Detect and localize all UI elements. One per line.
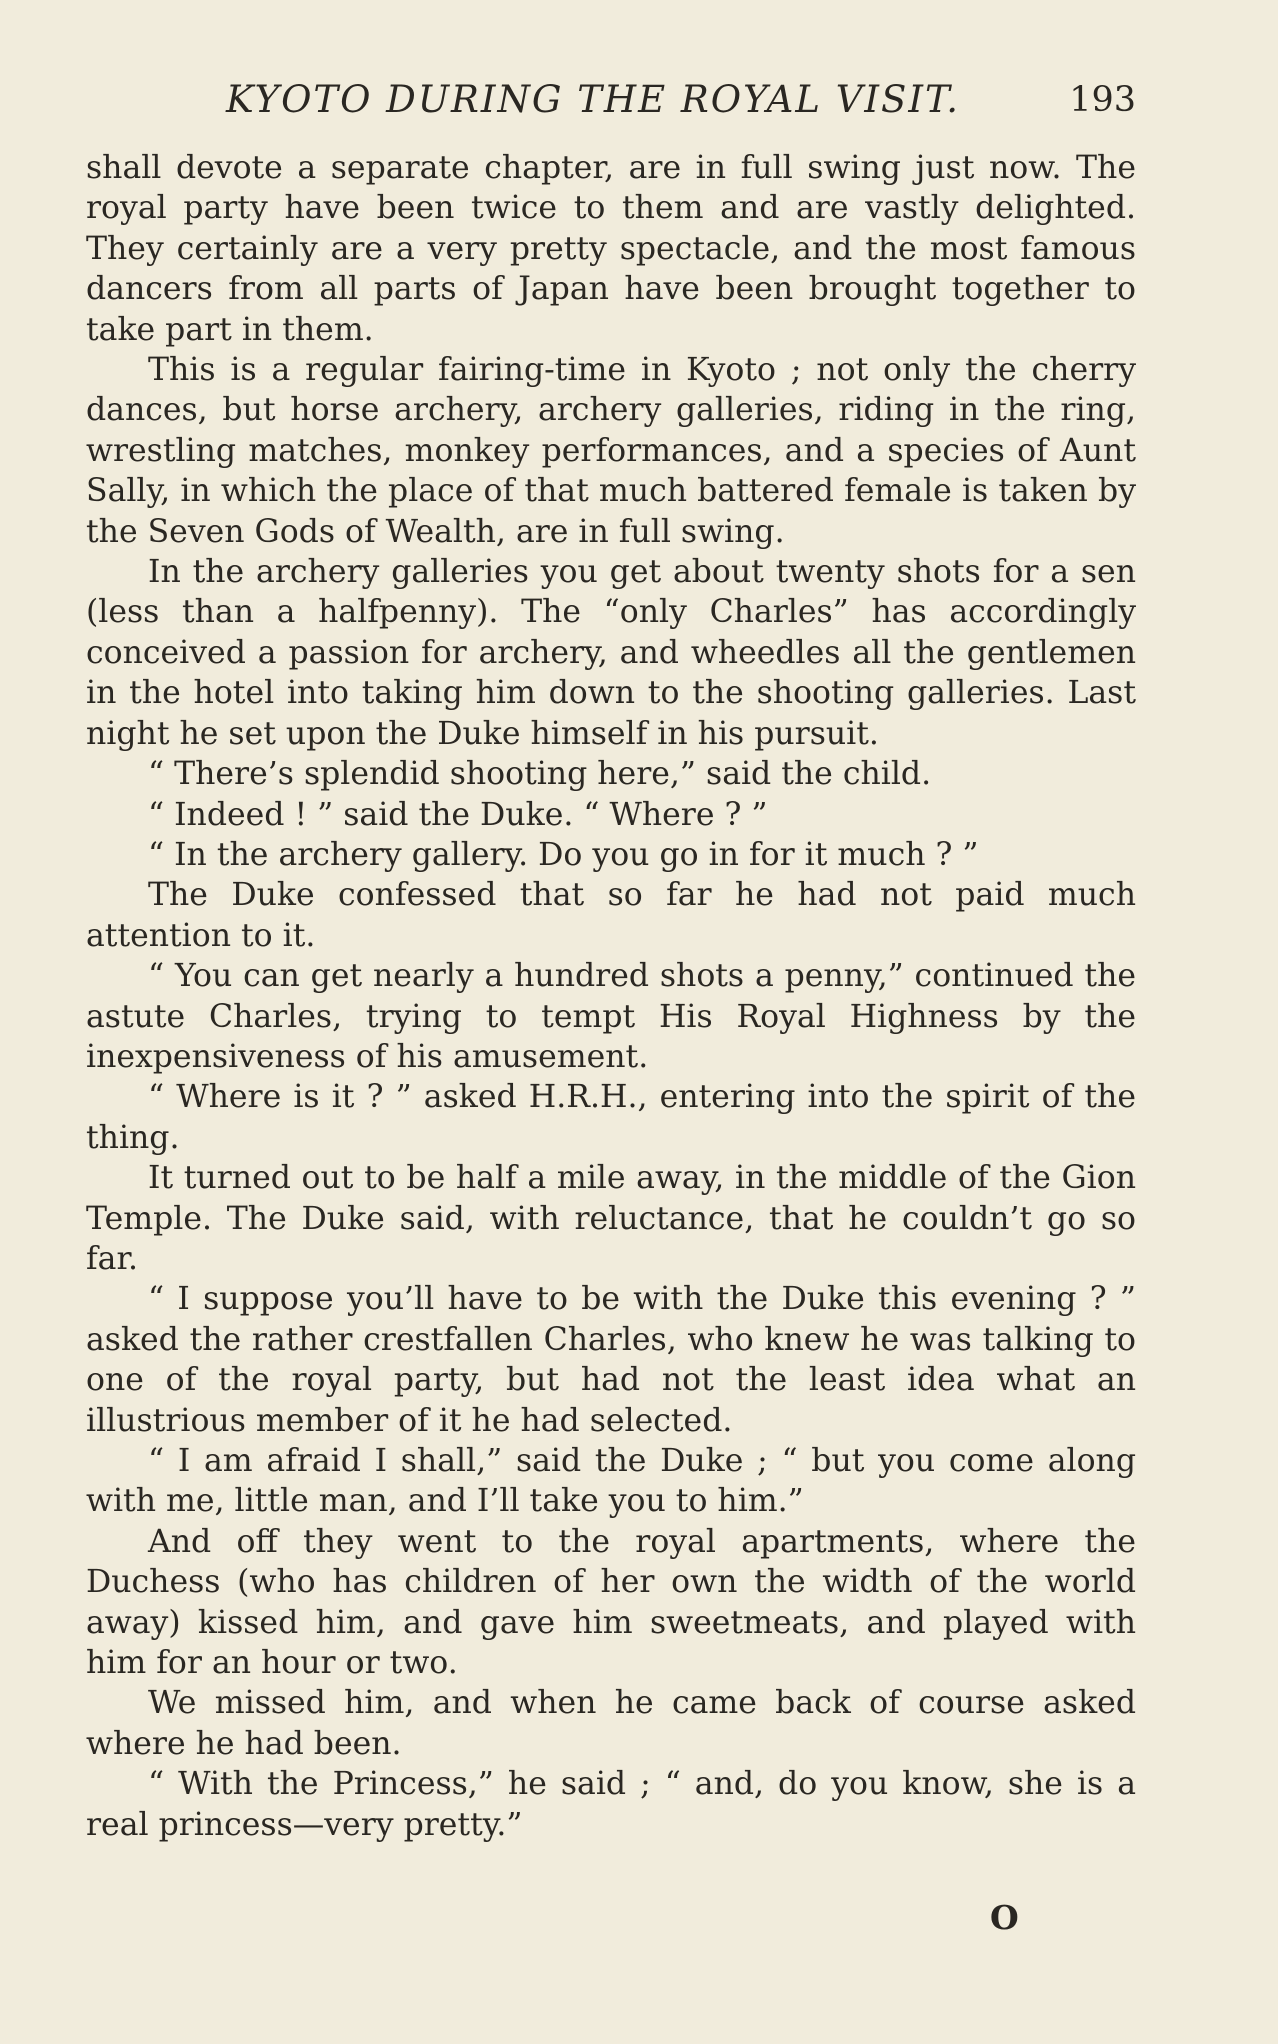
paragraph: “ I am afraid I shall,” said the Duke ; “ but you come along with me, little man, and I’ll take you to him.” bbox=[86, 1443, 1136, 1520]
page-header bbox=[86, 78, 1136, 128]
page-number: 193 bbox=[1069, 80, 1136, 120]
paragraph: “ In the archery gallery. Do you go in for it much ? ” bbox=[148, 836, 979, 873]
paragraph: In the archery galleries you get about twenty shots for a sen (less than a halfpenny). The “only Charles” has accordingly conceived a passion for archery, and wheedles all the gentlemen in the hotel into taking him down to the shooting galleries. Last night he set upon the Duke himself in his pursuit. bbox=[86, 554, 1136, 752]
paragraph: This is a regular fairing-time in Kyoto ; not only the cherry dances, but horse archery, archery galleries, riding in the ring, wrestling matches, monkey performances, and a species of Aunt Sally, in which the place of that much battered female is taken by the Seven Gods of Wealth, are in full swing. bbox=[86, 352, 1136, 550]
paragraph: “ You can get nearly a hundred shots a penny,” continued the astute Charles, trying to tempt His Royal Highness by the inexpensiveness of his amusement. bbox=[86, 958, 1136, 1075]
paragraph: It turned out to be half a mile away, in the middle of the Gion Temple. The Duke said, with reluctance, that he couldn’t go so far. bbox=[86, 1160, 1136, 1277]
paragraph: We missed him, and when he came back of course asked where he had been. bbox=[86, 1685, 1136, 1762]
signature-mark: O bbox=[990, 1898, 1019, 1937]
paragraph: “ With the Princess,” he said ; “ and, do you know, she is a real princess—very pretty.” bbox=[86, 1766, 1136, 1843]
paragraph: “ Indeed ! ” said the Duke. “ Where ? ” bbox=[148, 796, 768, 833]
body-text bbox=[86, 148, 1136, 1845]
paragraph: The Duke confessed that so far he had not paid much attention to it. bbox=[86, 877, 1136, 954]
paragraph: And off they went to the royal apartments, where the Duchess (who has children of her own the width of the world away) kissed him, and gave him sweetmeats, and played with him for an hour or two. bbox=[86, 1523, 1136, 1682]
paragraph: “ Where is it ? ” asked H.R.H., entering into the spirit of the thing. bbox=[86, 1079, 1136, 1156]
paragraph: “ I suppose you’ll have to be with the Duke this evening ? ” asked the rather crestfallen Charles, who knew he was talking to one of the royal party, but had not the least idea what an illustrious member of it he had selected. bbox=[86, 1281, 1136, 1439]
running-head: KYOTO DURING THE ROYAL VISIT. bbox=[226, 78, 961, 121]
paragraph: shall devote a separate chapter, are in full swing just now. The royal party have been twice to them and are vastly delighted. They certainly are a very pretty spectacle, and the most famous dancers from all parts of Japan have been brought together to take part in them. bbox=[86, 150, 1136, 348]
paragraph: “ There’s splendid shooting here,” said the child. bbox=[148, 756, 932, 793]
